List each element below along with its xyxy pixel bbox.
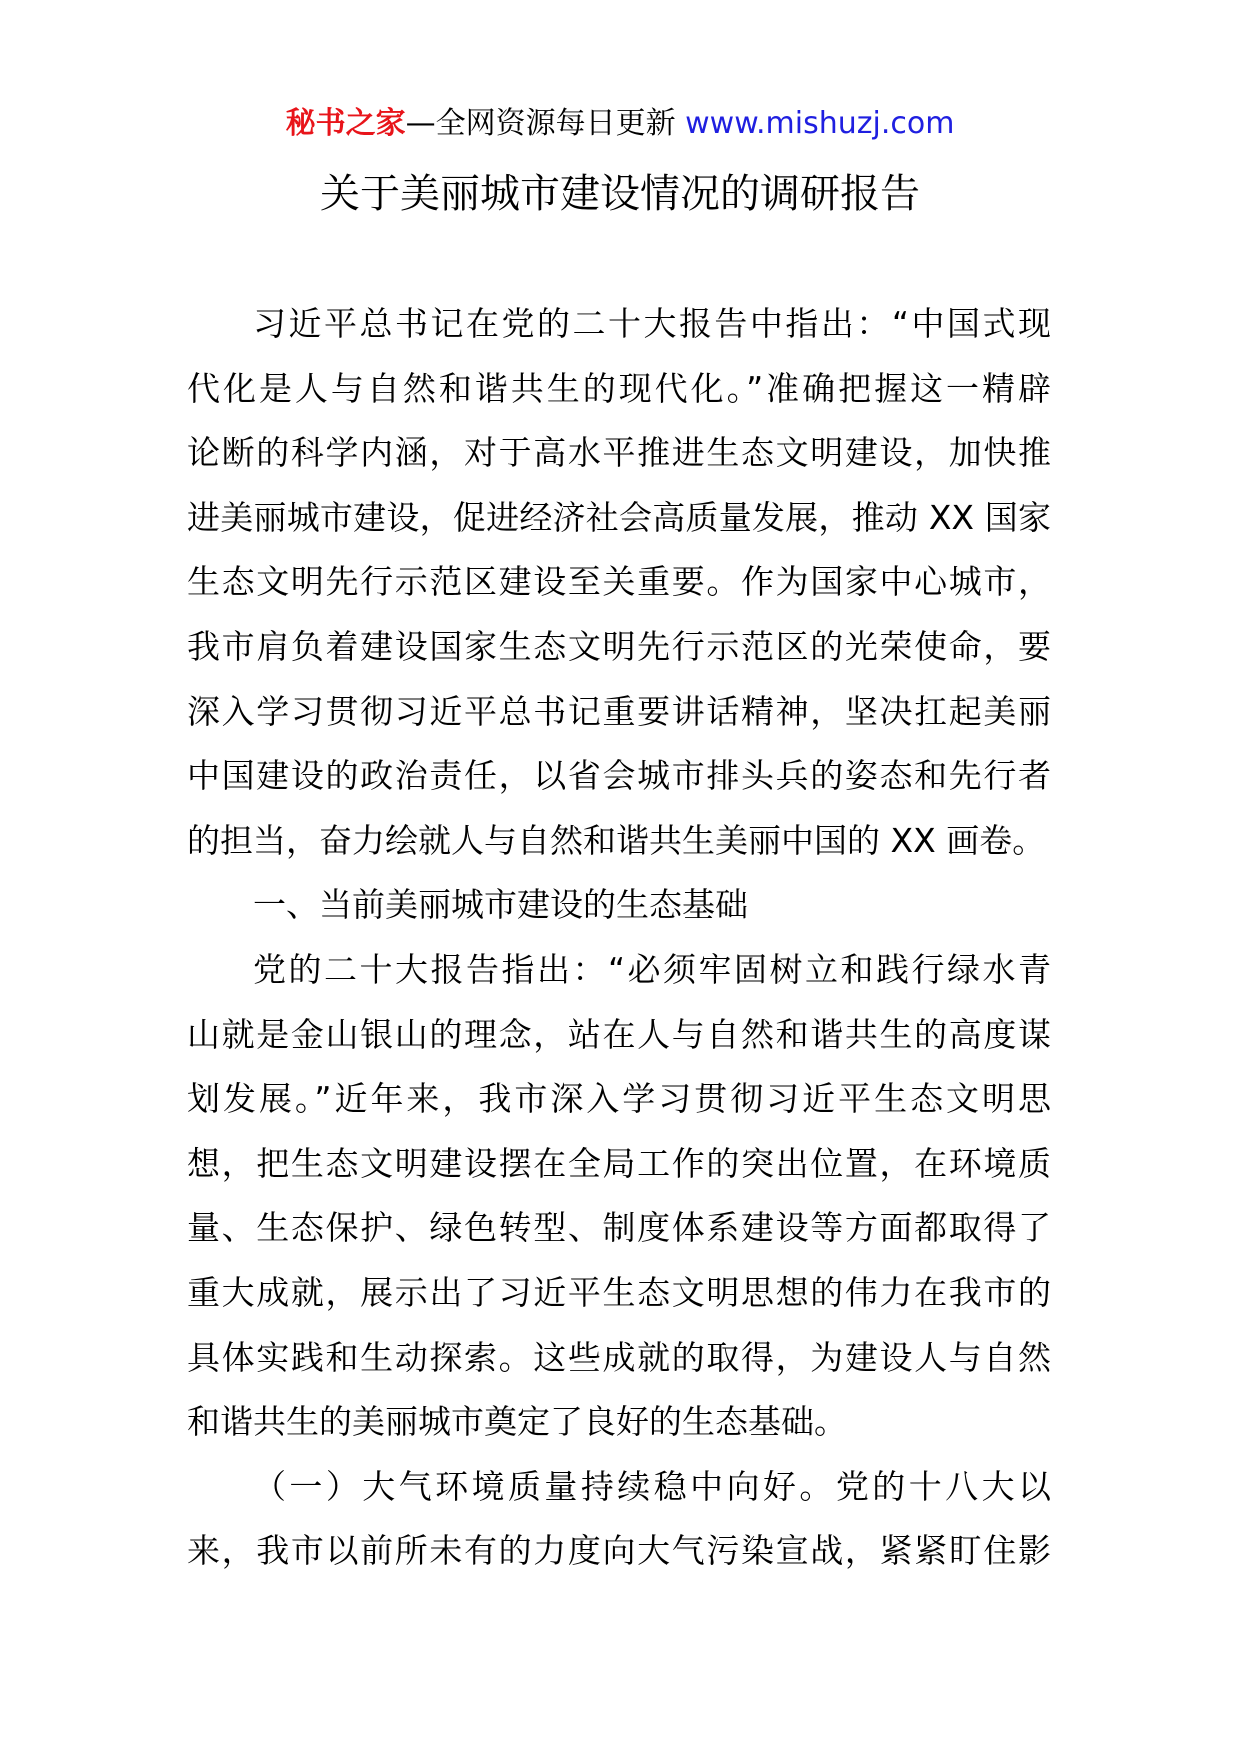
document-body (187, 292, 1051, 1584)
body-line: 来，我市以前所未有的力度向大气污染宣战，紧紧盯住影 (187, 1531, 1051, 1571)
body-line: 想，把生态文明建设摆在全局工作的突出位置，在环境质 (187, 1143, 1051, 1183)
body-line: 习近平总书记在党的二十大报告中指出：“中国式现 (253, 304, 1051, 343)
subsection-line: （一）大气环境质量持续稳中向好。党的十八大以 (253, 1466, 1051, 1506)
body-line: 中国建设的政治责任，以省会城市排头兵的姿态和先行者 (187, 756, 1051, 796)
brand-name: 秘书之家 (285, 106, 406, 141)
site-header (0, 104, 1240, 144)
body-line: 我市肩负着建设国家生态文明先行示范区的光荣使命，要 (187, 626, 1051, 666)
body-line: 量、生态保护、绿色转型、制度体系建设等方面都取得了 (187, 1208, 1051, 1248)
body-line: 论断的科学内涵，对于高水平推进生态文明建设，加快推 (187, 433, 1051, 473)
body-line: 重大成就，展示出了习近平生态文明思想的伟力在我市的 (187, 1272, 1051, 1312)
body-line: 划发展。”近年来，我市深入学习贯彻习近平生态文明思 (187, 1079, 1051, 1119)
body-line: 山就是金山银山的理念，站在人与自然和谐共生的高度谋 (187, 1014, 1051, 1054)
body-line: 进美丽城市建设，促进经济社会高质量发展，推动 XX 国家 (187, 497, 1051, 537)
section-heading: 一、当前美丽城市建设的生态基础 (253, 885, 748, 925)
body-line: 党的二十大报告指出：“必须牢固树立和践行绿水青 (253, 949, 1051, 989)
body-line: 代化是人与自然和谐共生的现代化。”准确把握这一精辟 (187, 368, 1051, 408)
body-line: 深入学习贯彻习近平总书记重要讲话精神，坚决扛起美丽 (187, 691, 1051, 731)
body-line: 和谐共生的美丽城市奠定了良好的生态基础。 (187, 1402, 847, 1442)
body-line: 生态文明先行示范区建设至关重要。作为国家中心城市， (187, 562, 1051, 602)
site-url-link[interactable]: www.mishuzj.com (685, 106, 955, 141)
document-title: 关于美丽城市建设情况的调研报告 (320, 171, 920, 217)
header-tagline: —全网资源每日更新 (405, 106, 676, 141)
body-line: 具体实践和生动探索。这些成就的取得，为建设人与自然 (187, 1337, 1051, 1377)
body-line: 的担当，奋力绘就人与自然和谐共生美丽中国的 XX 画卷。 (187, 820, 1046, 860)
